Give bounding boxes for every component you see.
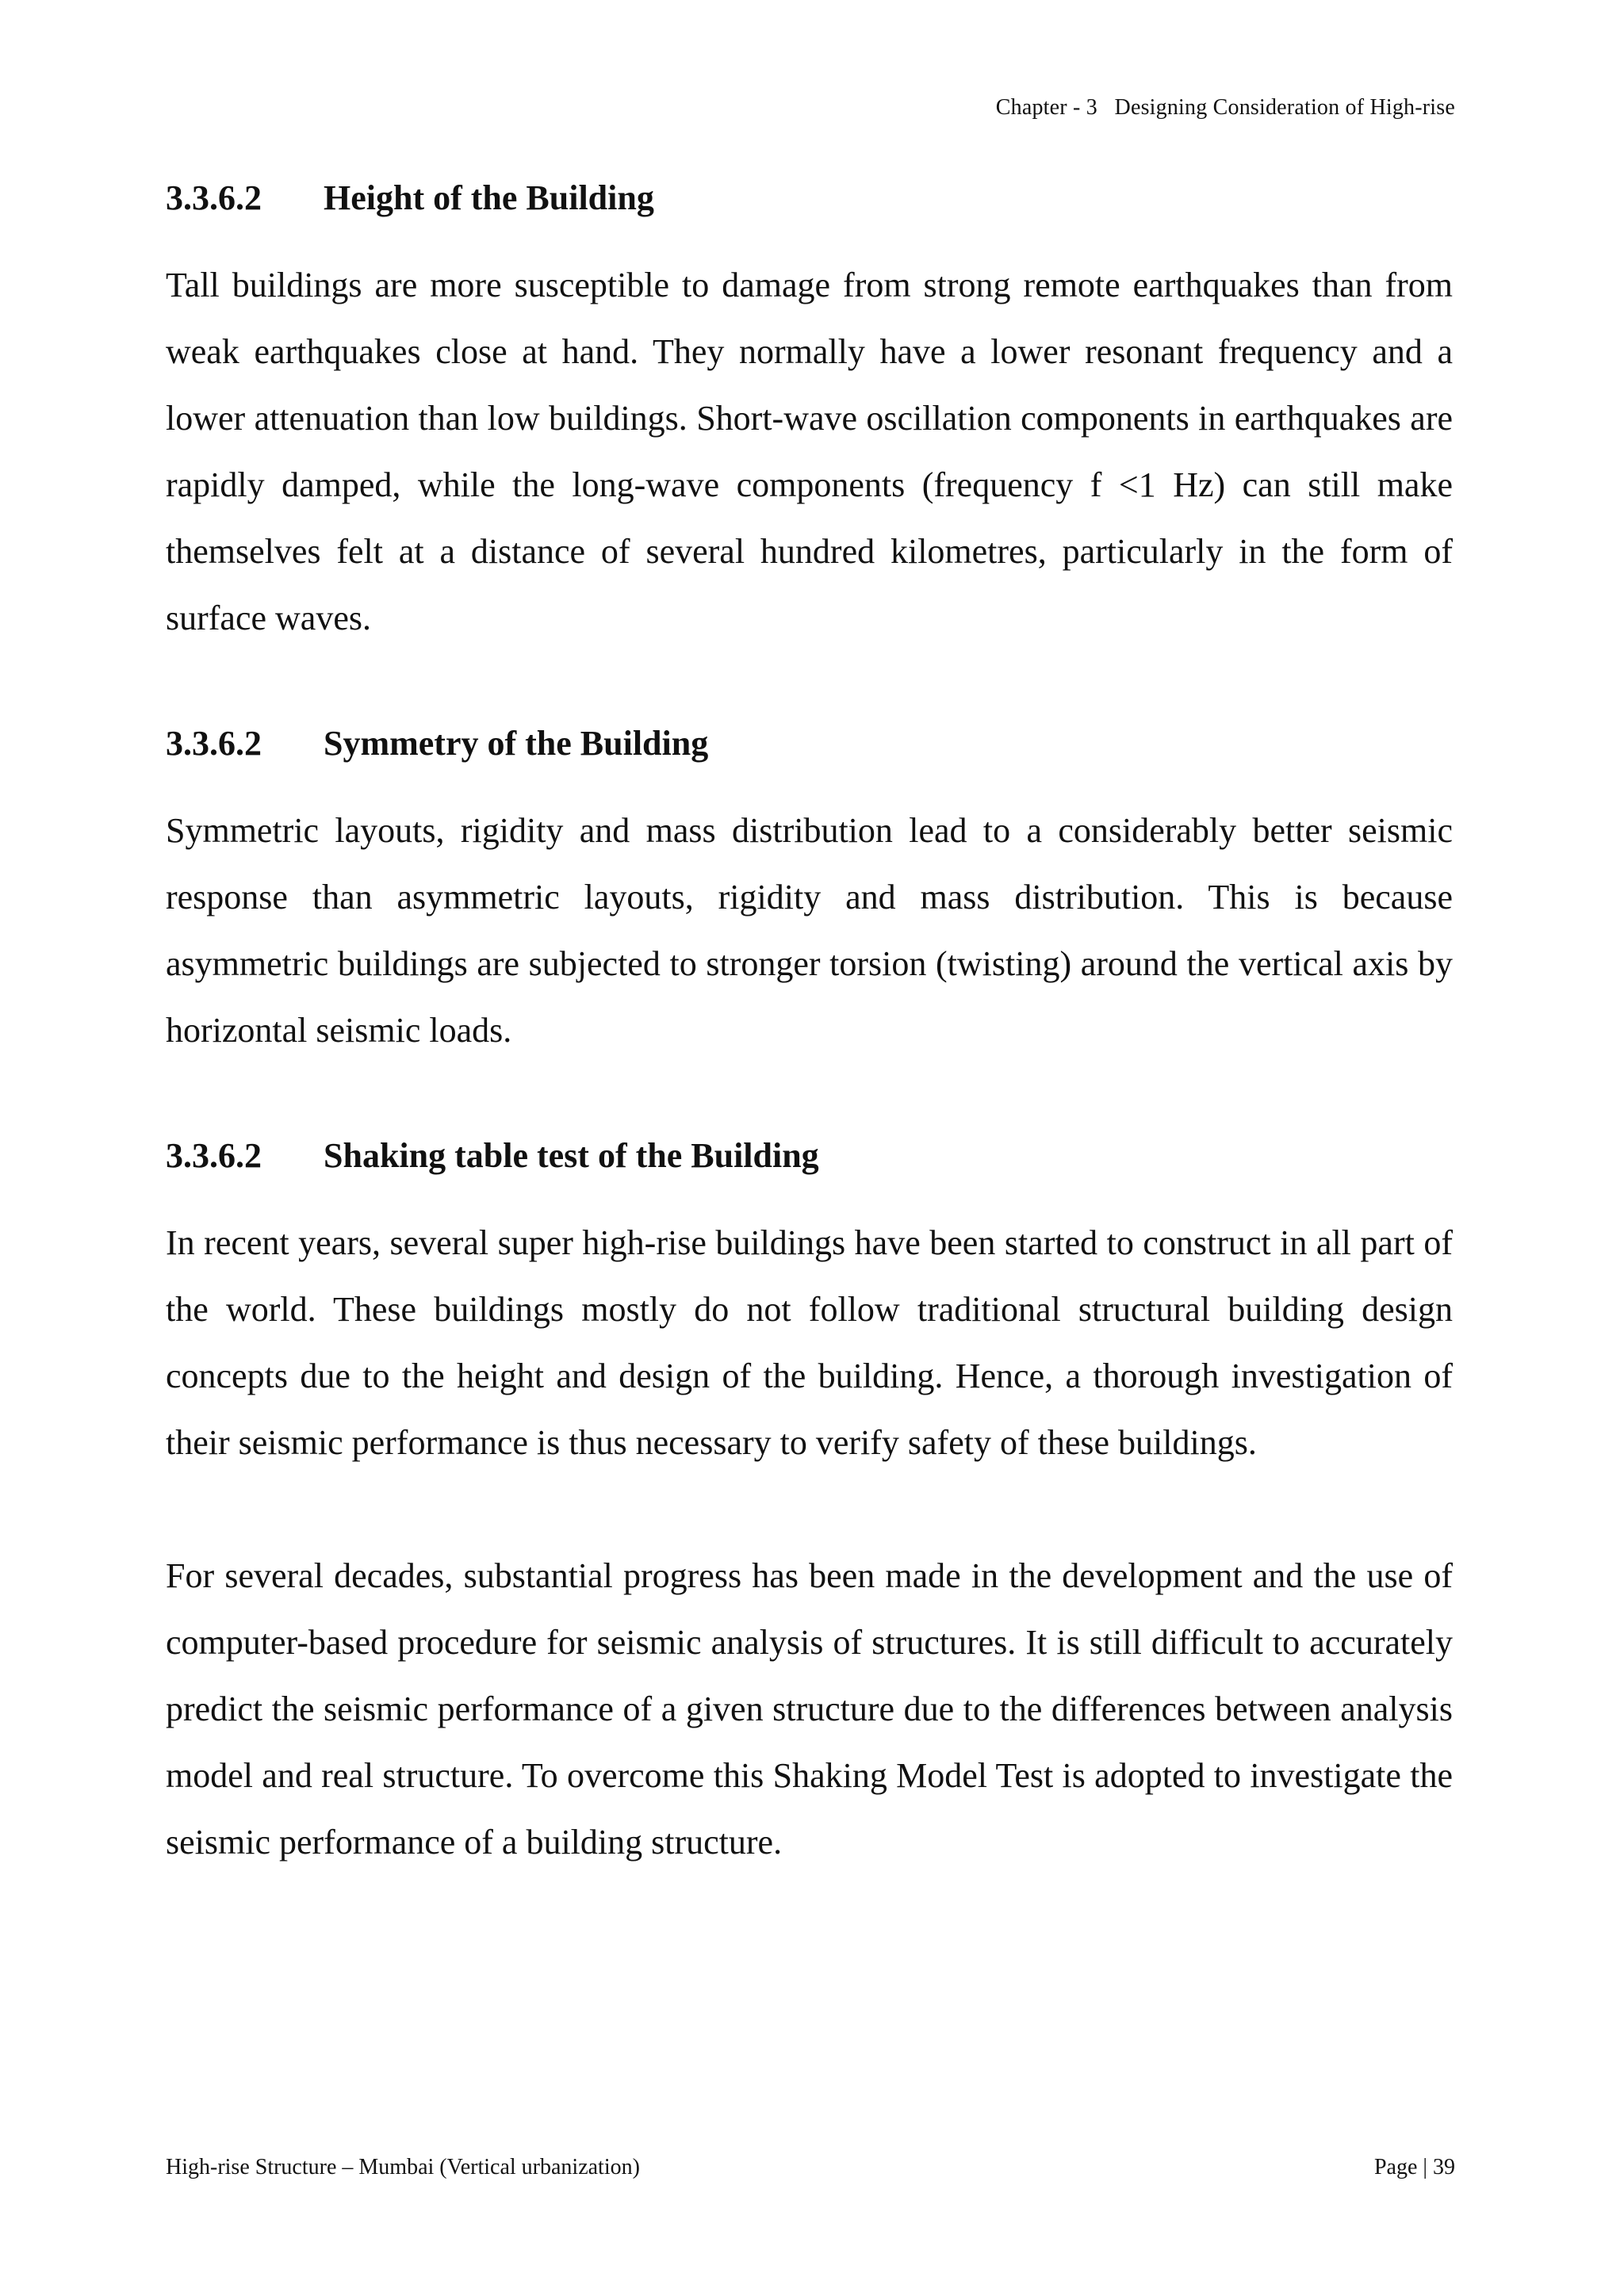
document-body	[166, 165, 1453, 1876]
section-height	[166, 165, 1453, 652]
paragraph: For several decades, substantial progress has been made in the development and the use of computer-based procedure for seismic analysis of structures. It is still difficult to accurately predict the seismic performance of a given structure due to the differences between analysis model and real structure. To overcome this Shaking Model Test is adopted to investigate the seismic performance of a building structure.	[166, 1556, 1453, 1862]
paragraph: In recent years, several super high-rise buildings have been started to construct in all part of the world. These buildings mostly do not follow traditional structural building design concepts due to the height and design of the building. Hence, a thorough investigation of their seismic performance is thus necessary to verify safety of these buildings.	[166, 1223, 1453, 1462]
footer-document-title: High-rise Structure – Mumbai (Vertical urbanization)	[166, 2155, 640, 2179]
paragraph: Symmetric layouts, rigidity and mass distribution lead to a considerably better seismic response than asymmetric layouts, rigidity and mass distribution. This is because asymmetric buildings are subjected to stronger torsion (twisting) around the vertical axis by horizontal seismic loads.	[166, 811, 1453, 1050]
running-header: Chapter - 3 Designing Consideration of High-rise	[995, 95, 1455, 120]
paragraph: Tall buildings are more susceptible to damage from strong remote earthquakes than from weak earthquakes close at hand. They normally have a lower resonant frequency and a lower attenuation than low buildings. Short-wave oscillation components in earthquakes are rapidly damped, while the long-wave components (frequency f <1 Hz) can still make themselves felt at a distance of several hundred kilometres, particularly in the form of surface waves.	[166, 266, 1453, 637]
section-title: Symmetry of the Building	[324, 724, 709, 763]
section-symmetry	[166, 710, 1453, 1064]
section-number: 3.3.6.2	[166, 178, 262, 217]
section-title: Shaking table test of the Building	[324, 1136, 819, 1175]
footer-page-number: Page | 39	[1373, 2155, 1455, 2179]
section-heading	[166, 710, 1453, 777]
section-number: 3.3.6.2	[166, 724, 262, 763]
section-shaking-table	[166, 1123, 1453, 1876]
section-heading	[166, 165, 1453, 232]
section-title: Height of the Building	[324, 178, 654, 217]
section-heading	[166, 1123, 1453, 1189]
section-number: 3.3.6.2	[166, 1136, 262, 1175]
